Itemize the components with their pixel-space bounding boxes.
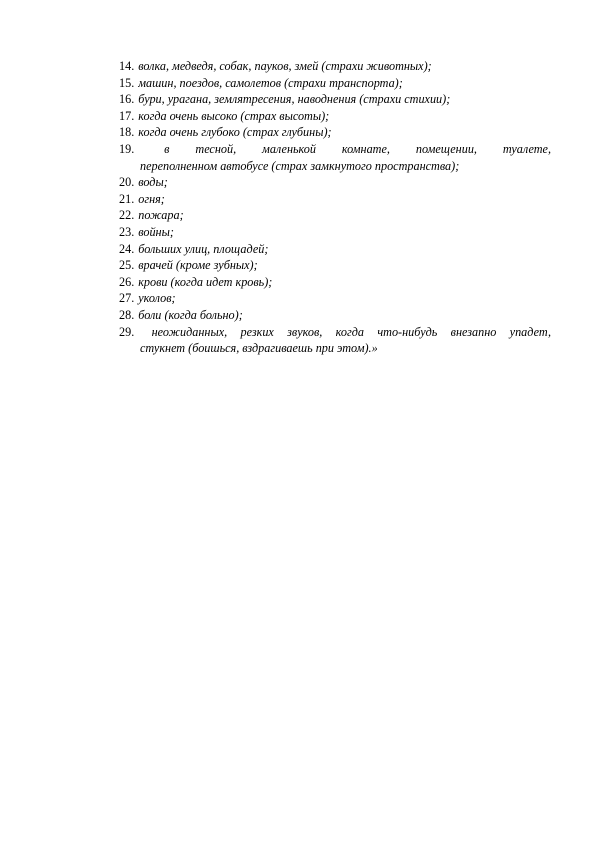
item-text: когда очень высоко (страх высоты); xyxy=(138,108,330,123)
item-text: воды; xyxy=(138,175,168,190)
item-number: 26. xyxy=(119,274,135,289)
list-item xyxy=(119,141,551,174)
item-number: 28. xyxy=(119,307,135,322)
item-text: врачей (кроме зубных); xyxy=(138,258,258,273)
item-line-justified xyxy=(119,324,551,341)
item-number: 18. xyxy=(119,125,135,140)
item-number: 20. xyxy=(119,175,135,190)
list-item xyxy=(119,58,551,75)
item-text-line1: в тесной, маленькой комнате, помещении, туалете, xyxy=(164,141,552,156)
list-item xyxy=(119,324,551,357)
item-number: 25. xyxy=(119,258,135,273)
item-text: пожара; xyxy=(138,208,184,223)
list-item xyxy=(119,207,551,224)
item-number: 17. xyxy=(119,108,135,123)
item-number: 23. xyxy=(119,224,135,239)
item-text: волка, медведя, собак, пауков, змей (страхи животных); xyxy=(138,59,432,73)
item-number: 21. xyxy=(119,191,135,206)
item-text: крови (когда идет кровь); xyxy=(138,274,273,289)
item-text: машин, поездов, самолетов (страхи транспорта); xyxy=(138,75,403,90)
item-text: когда очень глубоко (страх глубины); xyxy=(138,125,332,140)
item-text-line2: переполненном автобусе (страх замкнутого пространства); xyxy=(140,158,460,173)
list-item xyxy=(119,75,551,92)
list-item xyxy=(119,224,551,241)
list-item xyxy=(119,307,551,324)
item-text-line1: неожиданных, резких звуков, когда что-нибудь внезапно упадет, xyxy=(151,324,551,339)
item-number: 16. xyxy=(119,92,135,107)
item-number: 29. xyxy=(119,324,135,339)
fears-list xyxy=(119,58,551,357)
item-number: 24. xyxy=(119,241,135,256)
list-item xyxy=(119,174,551,191)
item-text: огня; xyxy=(138,191,165,206)
item-number: 19. xyxy=(119,141,135,156)
item-line-justified xyxy=(119,141,551,158)
item-number: 27. xyxy=(119,291,135,306)
item-number: 14. xyxy=(119,59,135,73)
item-number: 15. xyxy=(119,75,135,90)
list-item xyxy=(119,91,551,108)
item-text: больших улиц, площадей; xyxy=(138,241,269,256)
list-item xyxy=(119,108,551,125)
list-item xyxy=(119,191,551,208)
item-text: боли (когда больно); xyxy=(138,307,243,322)
list-item xyxy=(119,274,551,291)
list-item xyxy=(119,124,551,141)
item-text-line2: стукнет (боишься, вздрагиваешь при этом).» xyxy=(140,341,378,356)
item-number: 22. xyxy=(119,208,135,223)
item-text: бури, урагана, землятресения, наводнения (страхи стихии); xyxy=(138,92,451,107)
list-item xyxy=(119,290,551,307)
list-item xyxy=(119,257,551,274)
item-text: войны; xyxy=(138,224,174,239)
list-item xyxy=(119,241,551,258)
item-text: уколов; xyxy=(138,291,176,306)
